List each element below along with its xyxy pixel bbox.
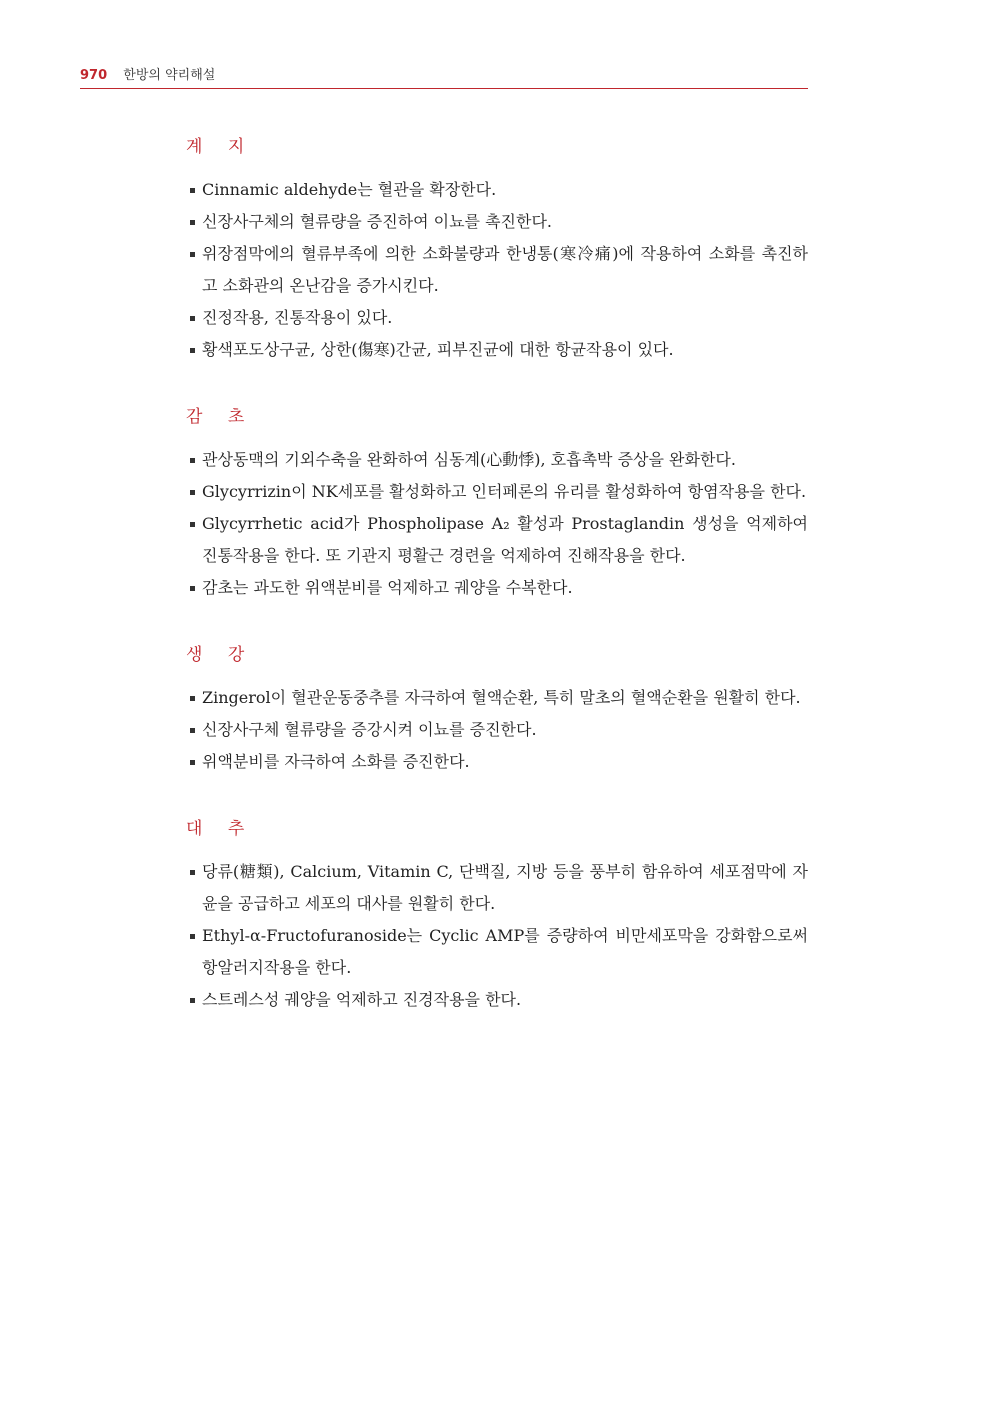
bullet-item: Zingerol이 혈관운동중추를 자극하여 혈액순환, 특히 말초의 혈액순환을 원활히 한다. [186,682,808,714]
bullet-item: 황색포도상구균, 상한(傷寒)간균, 피부진균에 대한 항균작용이 있다. [186,334,808,366]
bullet-item: 신장사구체 혈류량을 증강시켜 이뇨를 증진한다. [186,714,808,746]
bullet-list [186,444,808,604]
bullet-item: 감초는 과도한 위액분비를 억제하고 궤양을 수복한다. [186,572,808,604]
section-title: 계 지 [186,137,255,157]
bullet-item: 스트레스성 궤양을 억제하고 진경작용을 한다. [186,984,808,1016]
section-daechu [186,814,808,1016]
section-title: 생 강 [186,645,255,665]
bullet-item: 진정작용, 진통작용이 있다. [186,302,808,334]
section-title: 대 추 [186,819,255,839]
bullet-list [186,174,808,366]
bullet-item: Ethyl-α-Fructofuranoside는 Cyclic AMP를 증량하여 비만세포막을 강화함으로써 항알러지작용을 한다. [186,920,808,984]
bullet-item: Glycyrrizin이 NK세포를 활성화하고 인터페론의 유리를 활성화하여 항염작용을 한다. [186,476,808,508]
running-title: 한방의 약리해설 [123,68,216,83]
running-header [80,66,808,89]
section-title: 감 초 [186,407,255,427]
bullet-list [186,682,808,778]
bullet-item: Glycyrrhetic acid가 Phospholipase A₂ 활성과 Prostaglandin 생성을 억제하여 진통작용을 한다. 또 기관지 평활근 경련을 억제하여 진해작용을 한다. [186,508,808,572]
bullet-item: 위액분비를 자극하여 소화를 증진한다. [186,746,808,778]
bullet-item: 관상동맥의 기외수축을 완화하여 심동계(心動悸), 호흡촉박 증상을 완화한다. [186,444,808,476]
bullet-list [186,856,808,1016]
bullet-item: 당류(糖類), Calcium, Vitamin C, 단백질, 지방 등을 풍부히 함유하여 세포점막에 자윤을 공급하고 세포의 대사를 원활히 한다. [186,856,808,920]
bullet-item: 신장사구체의 혈류량을 증진하여 이뇨를 촉진한다. [186,206,808,238]
section-gamcho [186,402,808,604]
section-gyeji [186,132,808,366]
page-content [186,132,808,1052]
bullet-item: 위장점막에의 혈류부족에 의한 소화불량과 한냉통(寒冷痛)에 작용하여 소화를 촉진하고 소화관의 온난감을 증가시킨다. [186,238,808,302]
section-saenggang [186,640,808,778]
page-number: 970 [80,68,108,83]
bullet-item: Cinnamic aldehyde는 혈관을 확장한다. [186,174,808,206]
